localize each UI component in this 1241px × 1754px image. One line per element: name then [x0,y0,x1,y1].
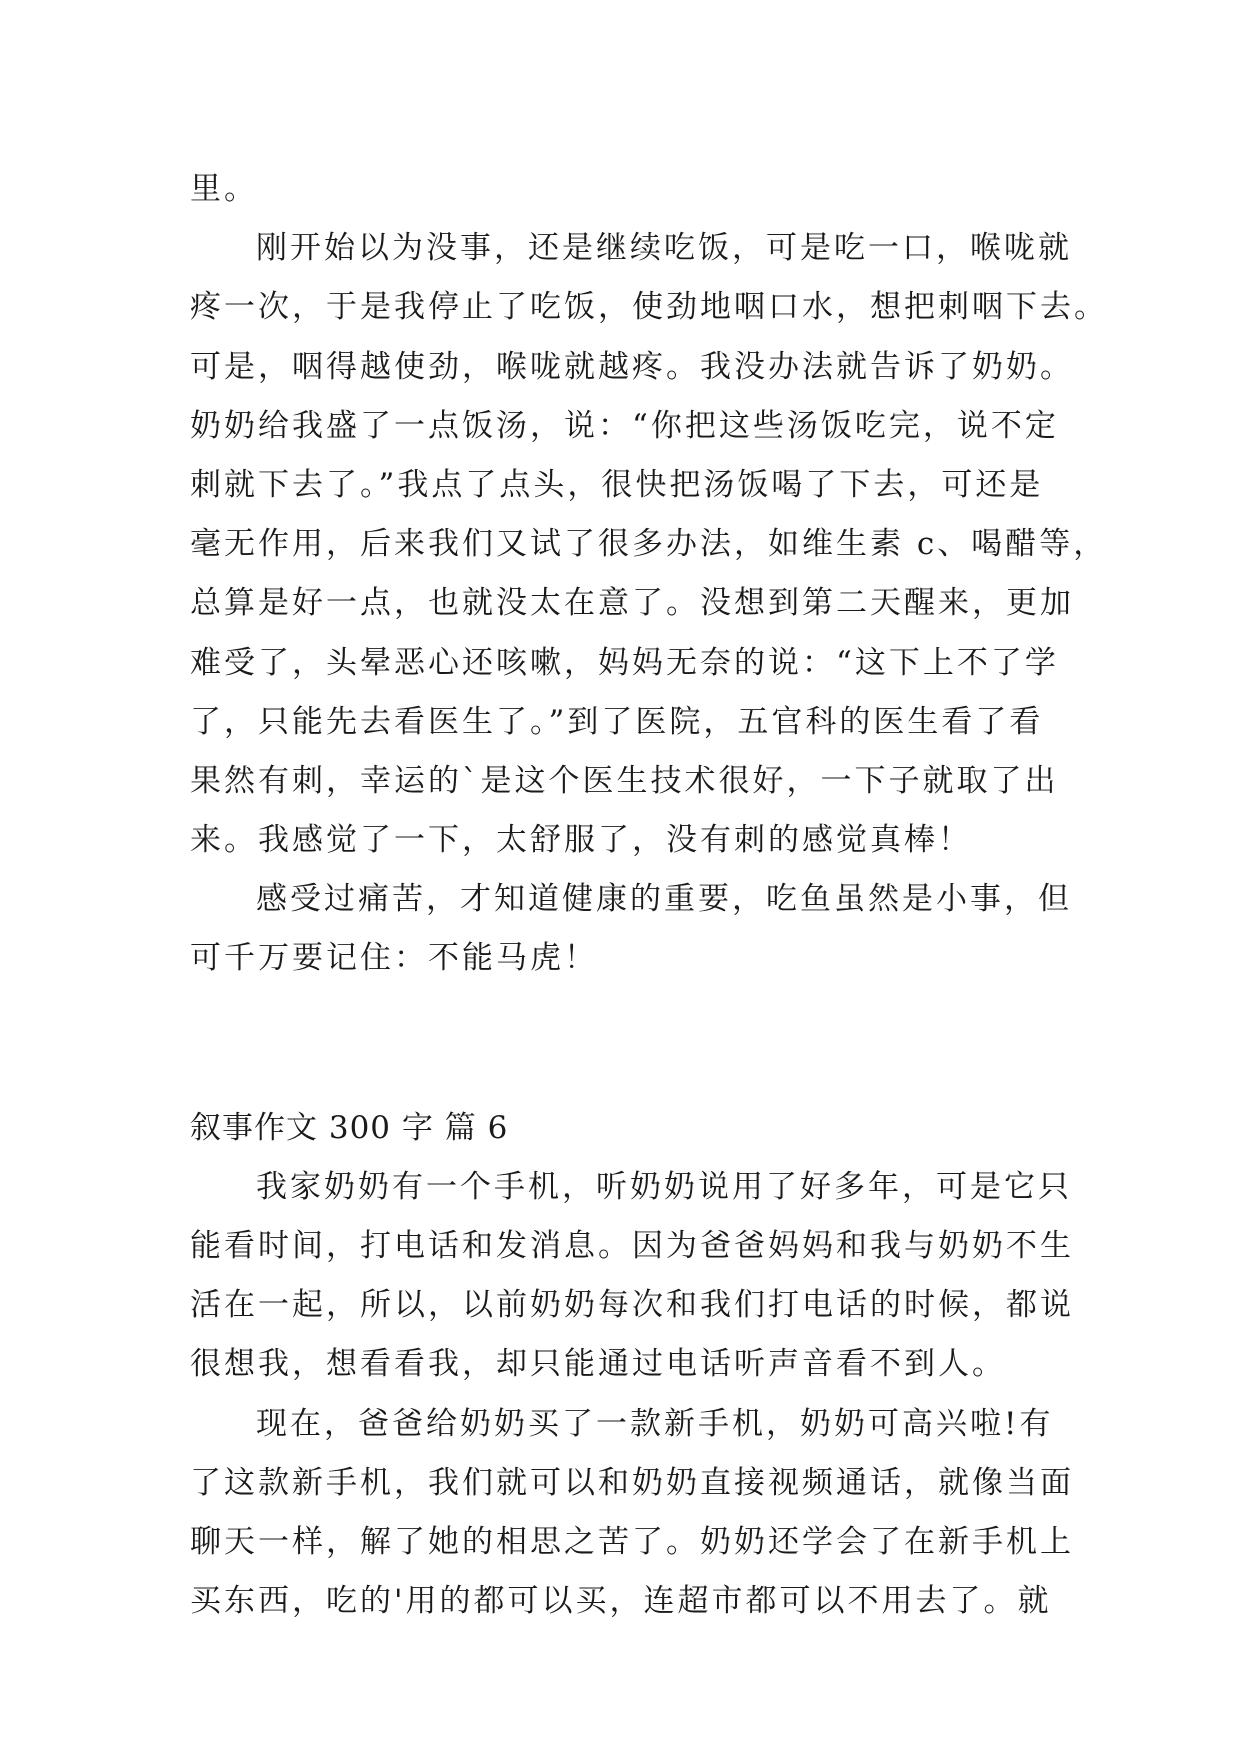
text-line: 可千万要记住：不能马虎！ [190,940,598,977]
paragraph-start-line: 我家奶奶有一个手机，听奶奶说用了好多年，可是它只 [256,1168,1072,1205]
text-column [190,160,1108,1631]
text-line: 疼一次，于是我停止了吃饭，使劲地咽口水，想把刺咽下去。 [190,289,1108,326]
text-line: 很想我，想看看我，却只能通过电话听声音看不到人。 [190,1346,1006,1383]
text-line: 可是，咽得越使劲，喉咙就越疼。我没办法就告诉了奶奶。 [190,348,1074,385]
text-line: 刺就下去了。”我点了点头，很快把汤饭喝了下去，可还是 [190,466,1044,503]
text-line: 来。我感觉了一下，太舒服了，没有刺的感觉真棒！ [190,822,972,859]
text-line: 难受了，头晕恶心还咳嗽，妈妈无奈的说：“这下上不了学 [190,644,1059,681]
text-line: 果然有刺，幸运的`是这个医生技术很好，一下子就取了出 [190,762,1059,799]
text-line: 里。 [190,171,258,207]
paragraph-start-line: 刚开始以为没事，还是继续吃饭，可是吃一口，喉咙就 [256,230,1072,267]
section-heading: 叙事作文 300 字 篇 6 [190,1109,509,1146]
section-gap [190,989,1070,1099]
text-line: 活在一起，所以，以前奶奶每次和我们打电话的时候，都说 [190,1287,1074,1324]
text-line: 总算是好一点，也就没太在意了。没想到第二天醒来，更加 [190,585,1074,622]
text-line: 了，只能先去看医生了。”到了医院，五官科的医生看了看 [190,703,1044,740]
text-line: 毫无作用，后来我们又试了很多办法，如维生素 c、喝醋等， [190,526,1108,563]
paragraph-start-line: 现在，爸爸给奶奶买了一款新手机，奶奶可高兴啦!有 [256,1405,1054,1442]
paragraph-start-line: 感受过痛苦，才知道健康的重要，吃鱼虽然是小事，但 [256,881,1072,918]
text-line: 聊天一样，解了她的相思之苦了。奶奶还学会了在新手机上 [190,1523,1074,1560]
text-line: 了这款新手机，我们就可以和奶奶直接视频通话，就像当面 [190,1464,1074,1501]
text-line: 能看时间，打电话和发消息。因为爸爸妈妈和我与奶奶不生 [190,1228,1074,1264]
text-line: 买东西，吃的'用的都可以买，连超市都可以不用去了。就 [190,1583,1052,1620]
text-line: 奶奶给我盛了一点饭汤，说：“你把这些汤饭吃完，说不定 [190,407,1059,444]
